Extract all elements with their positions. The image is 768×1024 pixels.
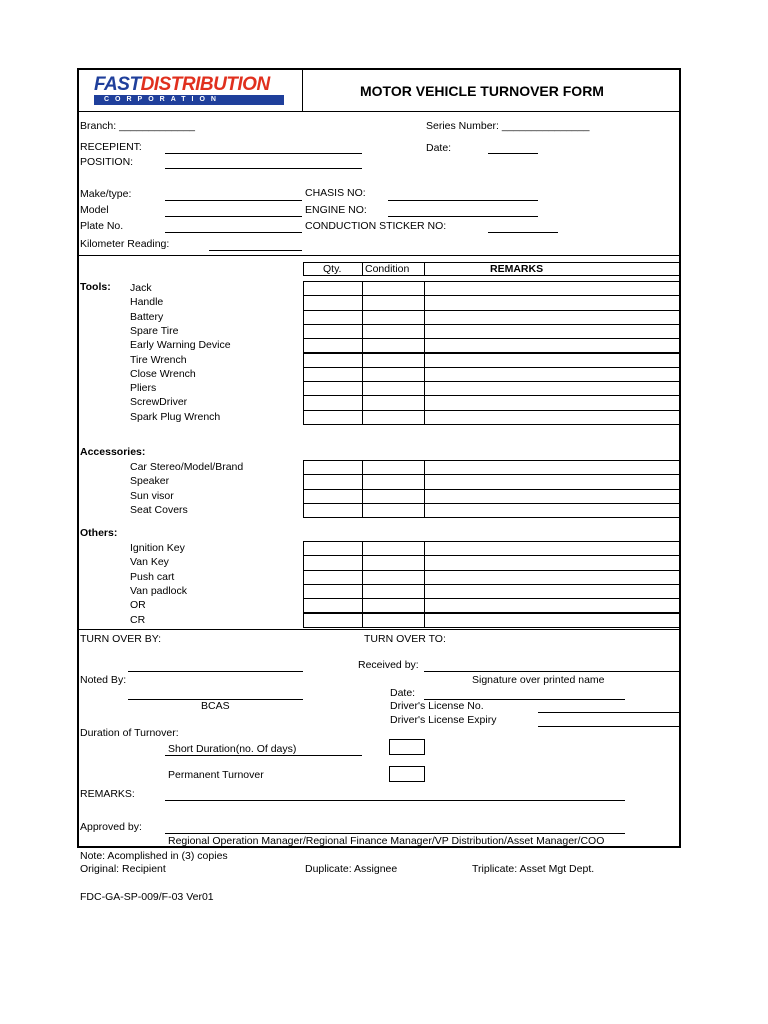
footer-note: Note: Acomplished in (3) copies [80,850,228,862]
item-label: Car Stereo/Model/Brand [130,461,244,473]
remarks-cell[interactable] [424,281,681,296]
qty-cell[interactable] [303,367,363,382]
qty-cell[interactable] [303,503,363,518]
condition-cell[interactable] [362,338,425,353]
item-label: OR [130,599,146,612]
remarks-cell[interactable] [424,295,681,310]
license-label: Driver's License No. [390,700,484,712]
logo-word-distribution: DISTRIBUTION [140,74,270,95]
km-label: Kilometer Reading: [80,238,170,250]
item-label: Speaker [130,475,170,488]
remarks-cell[interactable] [424,338,681,353]
qty-cell[interactable] [303,598,363,613]
form-title: MOTOR VEHICLE TURNOVER FORM [360,83,604,99]
remarks-cell[interactable] [424,381,681,396]
condition-cell[interactable] [362,541,425,556]
condition-cell[interactable] [362,489,425,504]
remarks-cell[interactable] [424,324,681,339]
turnover-by-label: TURN OVER BY: [80,633,162,645]
recipient-field[interactable] [165,153,362,154]
engine-field[interactable] [388,216,538,217]
item-label: Spare Tire [130,324,179,337]
noted-by-label: Noted By: [80,674,127,686]
item-label: Tire Wrench [130,353,187,366]
condition-cell[interactable] [362,310,425,325]
remarks-cell[interactable] [424,474,681,489]
remarks-label: REMARKS: [80,788,135,800]
sticker-label: CONDUCTION STICKER NO: [305,220,447,232]
qty-cell[interactable] [303,324,363,339]
license-expiry-label: Driver's License Expiry [390,714,497,726]
make-label: Make/type: [80,188,132,200]
item-label: Push cart [130,570,175,583]
qty-cell[interactable] [303,381,363,396]
position-label: POSITION: [80,156,134,168]
qty-cell[interactable] [303,460,363,475]
short-duration-checkbox[interactable] [389,739,425,755]
sticker-field[interactable] [488,232,558,233]
tools-label: Tools: [80,281,111,293]
item-label: Handle [130,296,164,309]
date-label: Date: [426,142,452,154]
qty-cell[interactable] [303,555,363,570]
header-divider [302,68,303,112]
remarks-cell[interactable] [424,613,681,628]
branch-label: Branch: _____________ [80,120,196,132]
item-label: Jack [130,282,152,294]
item-label: Battery [130,310,164,323]
form-code: FDC-GA-SP-009/F-03 Ver01 [80,891,214,903]
info-bottom-line [77,255,681,256]
others-label: Others: [80,527,118,539]
footer-triplicate: Triplicate: Asset Mgt Dept. [472,863,595,875]
remarks-cell[interactable] [424,598,681,613]
remarks-cell[interactable] [424,541,681,556]
remarks-field[interactable] [165,800,625,801]
license-expiry-field[interactable] [538,726,681,727]
plate-label: Plate No. [80,220,124,232]
model-label: Model [80,204,109,216]
header-bottom-line [77,111,681,112]
remarks-cell[interactable] [424,410,681,425]
qty-cell[interactable] [303,310,363,325]
bcas-caption: BCAS [201,700,230,712]
received-by-label: Received by: [358,659,419,671]
qty-cell[interactable] [303,353,363,368]
condition-cell[interactable] [362,395,425,410]
logo-word-fast: FAST [94,74,141,95]
series-number-label: Series Number: _______________ [426,120,590,132]
position-field[interactable] [165,168,362,169]
condition-cell[interactable] [362,474,425,489]
logo-subtitle: CORPORATION [104,96,222,103]
condition-cell[interactable] [362,324,425,339]
accessories-label: Accessories: [80,446,146,458]
approved-by-field[interactable] [165,833,625,834]
condition-cell[interactable] [362,381,425,396]
recipient-label: RECEPIENT: [80,141,142,153]
turnover-by-field[interactable] [128,671,303,672]
short-duration-label: Short Duration(no. Of days) [168,743,297,755]
qty-cell[interactable] [303,395,363,410]
qty-cell[interactable] [303,489,363,504]
received-by-field[interactable] [424,671,681,672]
permanent-turnover-checkbox[interactable] [389,766,425,782]
item-label: ScrewDriver [130,396,188,409]
item-label: Pliers [130,382,157,395]
condition-cell[interactable] [362,503,425,518]
remarks-cell[interactable] [424,310,681,325]
item-label: Early Warning Device [130,339,231,352]
approved-by-label: Approved by: [80,821,142,833]
item-label: Ignition Key [130,542,185,554]
remarks-cell[interactable] [424,353,681,368]
permanent-turnover-label: Permanent Turnover [168,769,264,781]
condition-cell[interactable] [362,570,425,585]
qty-cell[interactable] [303,541,363,556]
item-label: Van Key [130,556,169,569]
condition-cell[interactable] [362,295,425,310]
qty-cell[interactable] [303,295,363,310]
remarks-cell[interactable] [424,460,681,475]
km-field[interactable] [209,250,302,251]
remarks-cell[interactable] [424,555,681,570]
date-field[interactable] [488,153,538,154]
qty-cell[interactable] [303,613,363,628]
remarks-cell[interactable] [424,570,681,585]
condition-cell[interactable] [362,613,425,628]
item-label: Close Wrench [130,367,196,380]
signature-caption: Signature over printed name [472,674,605,686]
table-bottom-line [77,629,681,630]
approvers-caption: Regional Operation Manager/Regional Finance Manager/VP Distribution/Asset Manager/COO [168,835,605,847]
condition-cell[interactable] [362,460,425,475]
condition-cell[interactable] [362,353,425,368]
item-label: Sun visor [130,489,174,502]
plate-field[interactable] [165,232,302,233]
remarks-cell[interactable] [424,395,681,410]
make-field[interactable] [165,200,302,201]
footer-original: Original: Recipient [80,863,166,875]
item-label: Seat Covers [130,503,188,516]
item-label: CR [130,613,146,626]
col-header-condition: Condition [362,262,425,276]
item-label: Van padlock [130,584,188,597]
remarks-cell[interactable] [424,584,681,599]
col-header-remarks: REMARKS [424,262,681,276]
company-logo [86,74,286,108]
col-header-qty: Qty. [303,262,363,276]
chasis-field[interactable] [388,200,538,201]
footer-duplicate: Duplicate: Assignee [305,863,398,875]
qty-cell[interactable] [303,410,363,425]
turnover-date-label: Date: [390,687,416,699]
qty-cell[interactable] [303,338,363,353]
engine-label: ENGINE NO: [305,204,367,216]
qty-cell[interactable] [303,474,363,489]
turnover-to-label: TURN OVER TO: [364,633,446,645]
duration-label: Duration of Turnover: [80,727,179,739]
short-duration-field[interactable] [165,755,362,756]
remarks-cell[interactable] [424,489,681,504]
condition-cell[interactable] [362,584,425,599]
item-label: Spark Plug Wrench [130,410,221,423]
chasis-label: CHASIS NO: [305,187,366,199]
condition-cell[interactable] [362,410,425,425]
remarks-cell[interactable] [424,503,681,518]
condition-cell[interactable] [362,281,425,296]
qty-cell[interactable] [303,281,363,296]
qty-cell[interactable] [303,584,363,599]
remarks-cell[interactable] [424,367,681,382]
condition-cell[interactable] [362,598,425,613]
model-field[interactable] [165,216,302,217]
condition-cell[interactable] [362,367,425,382]
condition-cell[interactable] [362,555,425,570]
license-field[interactable] [538,712,681,713]
qty-cell[interactable] [303,570,363,585]
